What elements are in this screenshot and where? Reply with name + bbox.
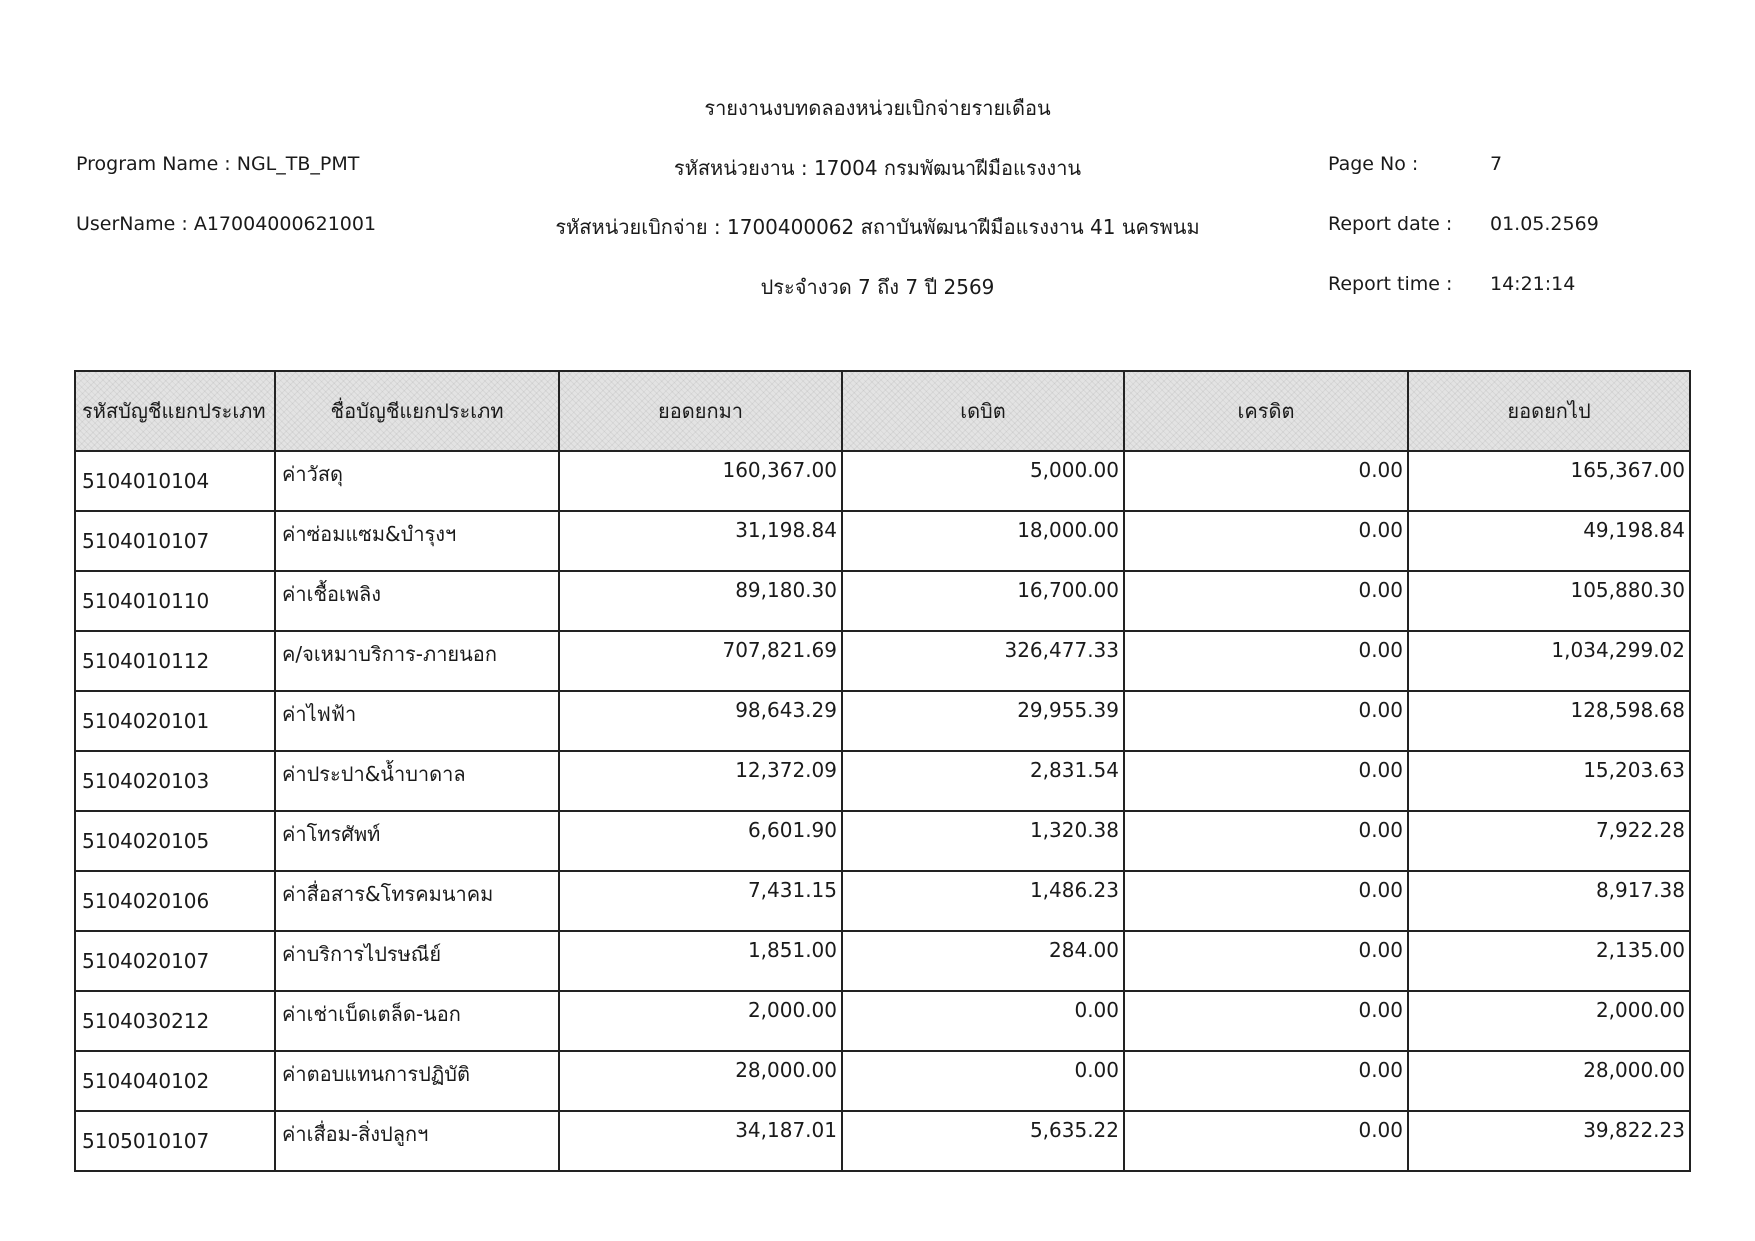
user-name: UserName : A17004000621001 <box>76 213 377 235</box>
credit-cell: 0.00 <box>1124 931 1408 991</box>
closing-balance-cell: 165,367.00 <box>1408 451 1690 511</box>
report-title: รายงานงบทดลองหน่วยเบิกจ่ายรายเดือน <box>704 96 1051 120</box>
report-time-label: Report time : <box>1328 273 1453 295</box>
opening-balance-cell: 34,187.01 <box>559 1111 842 1171</box>
account-name-cell: ค่าเชื้อเพลิง <box>275 571 559 631</box>
closing-balance-cell: 39,822.23 <box>1408 1111 1690 1171</box>
debit-cell: 2,831.54 <box>842 751 1124 811</box>
closing-balance-cell: 28,000.00 <box>1408 1051 1690 1111</box>
debit-cell: 1,320.38 <box>842 811 1124 871</box>
account-name-cell: ค่าโทรศัพท์ <box>275 811 559 871</box>
credit-cell: 0.00 <box>1124 811 1408 871</box>
account-name-cell: ค่าสื่อสาร&โทรคมนาคม <box>275 871 559 931</box>
credit-cell: 0.00 <box>1124 511 1408 571</box>
closing-balance-cell: 1,034,299.02 <box>1408 631 1690 691</box>
table-row <box>75 931 1690 991</box>
closing-balance-cell: 105,880.30 <box>1408 571 1690 631</box>
agency-line: รหัสหน่วยงาน : 17004 กรมพัฒนาฝีมือแรงงาน <box>673 156 1082 180</box>
trial-balance-table <box>74 370 1691 1172</box>
account-code-cell: 5104020105 <box>75 811 275 871</box>
debit-cell: 0.00 <box>842 1051 1124 1111</box>
debit-cell: 5,635.22 <box>842 1111 1124 1171</box>
table-row <box>75 691 1690 751</box>
opening-balance-cell: 7,431.15 <box>559 871 842 931</box>
opening-balance-cell: 89,180.30 <box>559 571 842 631</box>
opening-balance-cell: 160,367.00 <box>559 451 842 511</box>
credit-cell: 0.00 <box>1124 631 1408 691</box>
table-row <box>75 511 1690 571</box>
closing-balance-cell: 2,135.00 <box>1408 931 1690 991</box>
account-name-cell: ค่าตอบแทนการปฏิบัติ <box>275 1051 559 1111</box>
closing-balance-cell: 8,917.38 <box>1408 871 1690 931</box>
account-code-cell: 5104010107 <box>75 511 275 571</box>
table-row <box>75 451 1690 511</box>
table-row <box>75 991 1690 1051</box>
program-name: Program Name : NGL_TB_PMT <box>76 153 360 175</box>
column-header-account-name: ชื่อบัญชีแยกประเภท <box>275 371 559 451</box>
account-name-cell: ค่าไฟฟ้า <box>275 691 559 751</box>
debit-cell: 18,000.00 <box>842 511 1124 571</box>
closing-balance-cell: 15,203.63 <box>1408 751 1690 811</box>
table-row <box>75 571 1690 631</box>
account-code-cell: 5104020103 <box>75 751 275 811</box>
page-no-value: 7 <box>1490 153 1503 175</box>
debit-cell: 29,955.39 <box>842 691 1124 751</box>
column-header-credit: เครดิต <box>1124 371 1408 451</box>
table-header-row <box>75 371 1690 451</box>
account-name-cell: ค่าวัสดุ <box>275 451 559 511</box>
opening-balance-cell: 2,000.00 <box>559 991 842 1051</box>
table-row <box>75 631 1690 691</box>
column-header-opening-balance: ยอดยกมา <box>559 371 842 451</box>
column-header-account-code: รหัสบัญชีแยกประเภท <box>75 371 275 451</box>
report-time-value: 14:21:14 <box>1490 273 1576 295</box>
opening-balance-cell: 1,851.00 <box>559 931 842 991</box>
opening-balance-cell: 98,643.29 <box>559 691 842 751</box>
credit-cell: 0.00 <box>1124 1051 1408 1111</box>
credit-cell: 0.00 <box>1124 451 1408 511</box>
account-code-cell: 5105010107 <box>75 1111 275 1171</box>
closing-balance-cell: 128,598.68 <box>1408 691 1690 751</box>
debit-cell: 284.00 <box>842 931 1124 991</box>
account-name-cell: ค่าเช่าเบ็ดเตล็ด-นอก <box>275 991 559 1051</box>
debit-cell: 0.00 <box>842 991 1124 1051</box>
opening-balance-cell: 28,000.00 <box>559 1051 842 1111</box>
account-code-cell: 5104040102 <box>75 1051 275 1111</box>
debit-cell: 1,486.23 <box>842 871 1124 931</box>
credit-cell: 0.00 <box>1124 871 1408 931</box>
account-code-cell: 5104020106 <box>75 871 275 931</box>
table-row <box>75 811 1690 871</box>
account-name-cell: ค่าเสื่อม-สิ่งปลูกฯ <box>275 1111 559 1171</box>
opening-balance-cell: 12,372.09 <box>559 751 842 811</box>
account-name-cell: ค่าบริการไปรษณีย์ <box>275 931 559 991</box>
table-row <box>75 1111 1690 1171</box>
column-header-debit: เดบิต <box>842 371 1124 451</box>
debit-cell: 16,700.00 <box>842 571 1124 631</box>
account-code-cell: 5104010110 <box>75 571 275 631</box>
credit-cell: 0.00 <box>1124 571 1408 631</box>
debit-cell: 326,477.33 <box>842 631 1124 691</box>
page-no-label: Page No : <box>1328 153 1419 175</box>
credit-cell: 0.00 <box>1124 691 1408 751</box>
credit-cell: 0.00 <box>1124 751 1408 811</box>
account-code-cell: 5104020107 <box>75 931 275 991</box>
account-name-cell: ค่าซ่อมแซม&บำรุงฯ <box>275 511 559 571</box>
credit-cell: 0.00 <box>1124 991 1408 1051</box>
closing-balance-cell: 7,922.28 <box>1408 811 1690 871</box>
opening-balance-cell: 31,198.84 <box>559 511 842 571</box>
table-row <box>75 1051 1690 1111</box>
opening-balance-cell: 707,821.69 <box>559 631 842 691</box>
report-date-label: Report date : <box>1328 213 1453 235</box>
table-row <box>75 871 1690 931</box>
closing-balance-cell: 2,000.00 <box>1408 991 1690 1051</box>
account-code-cell: 5104020101 <box>75 691 275 751</box>
account-code-cell: 5104010112 <box>75 631 275 691</box>
period-line: ประจำงวด 7 ถึง 7 ปี 2569 <box>760 275 995 299</box>
opening-balance-cell: 6,601.90 <box>559 811 842 871</box>
table-row <box>75 751 1690 811</box>
disbursement-unit-line: รหัสหน่วยเบิกจ่าย : 1700400062 สถาบันพัฒนาฝีมือแรงงาน 41 นครพนม <box>555 215 1200 239</box>
credit-cell: 0.00 <box>1124 1111 1408 1171</box>
account-code-cell: 5104030212 <box>75 991 275 1051</box>
account-name-cell: ค/จเหมาบริการ-ภายนอก <box>275 631 559 691</box>
account-code-cell: 5104010104 <box>75 451 275 511</box>
closing-balance-cell: 49,198.84 <box>1408 511 1690 571</box>
debit-cell: 5,000.00 <box>842 451 1124 511</box>
report-date-value: 01.05.2569 <box>1490 213 1599 235</box>
column-header-closing-balance: ยอดยกไป <box>1408 371 1690 451</box>
account-name-cell: ค่าประปา&น้ำบาดาล <box>275 751 559 811</box>
